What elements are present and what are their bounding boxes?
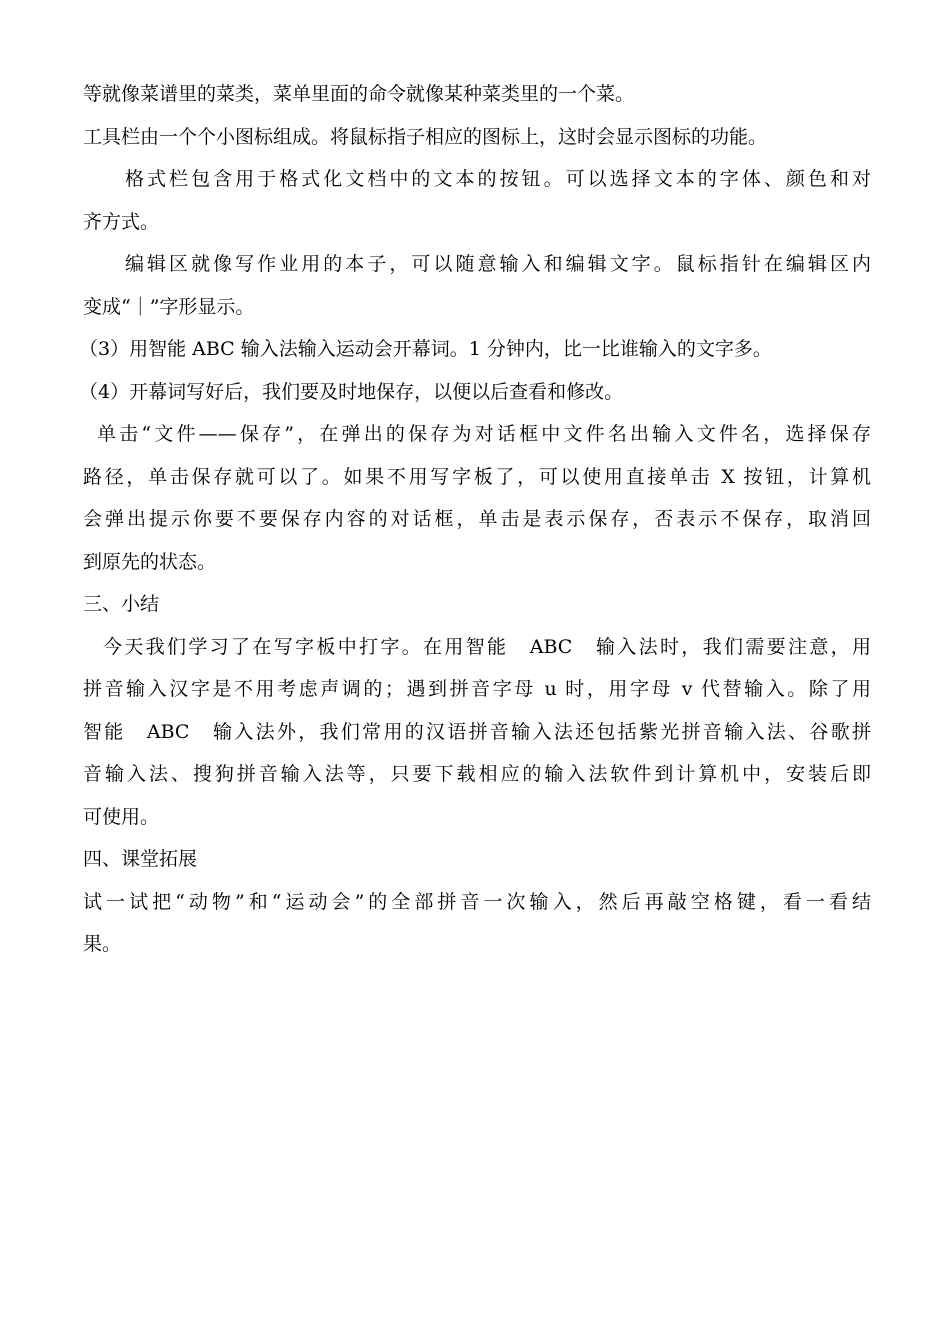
text-line: 格式栏包含用于格式化文档中的文本的按钮。可以选择文本的字体、颜色和对: [125, 168, 871, 190]
text-line: 可使用。: [83, 805, 160, 828]
section-heading: 四、课堂拓展: [83, 848, 198, 870]
text-line: 单击“文件——保存”，在弹出的保存为对话框中文件名出输入文件名，选择保存: [97, 423, 871, 445]
text-line: 编辑区就像写作业用的本子，可以随意输入和编辑文字。鼠标指针在编辑区内: [125, 253, 871, 275]
text-line: 会弹出提示你要不要保存内容的对话框，单击是表示保存，否表示不保存，取消回: [83, 508, 871, 530]
section-heading: 三、小结: [83, 593, 160, 615]
text-line: 试一试把“动物”和“运动会”的全部拼音一次输入，然后再敲空格键，看一看结: [83, 890, 871, 913]
text-line: 果。: [83, 933, 122, 955]
document-body: [79, 73, 871, 966]
text-line: 今天我们学习了在写字板中打字。在用智能 ABC 输入法时，我们需要注意，用: [103, 635, 871, 658]
text-line: 智能 ABC 输入法外，我们常用的汉语拼音输入法还包括紫光拼音输入法、谷歌拼: [83, 720, 871, 743]
text-line: 齐方式。: [83, 210, 160, 233]
text-line: 工具栏由一个个小图标组成。将鼠标指子相应的图标上，这时会显示图标的功能。: [83, 125, 768, 148]
text-line: 等就像菜谱里的菜类，菜单里面的命令就像某种菜类里的一个菜。: [83, 83, 635, 105]
text-line: （4）开幕词写好后，我们要及时地保存，以便以后查看和修改。: [79, 380, 624, 403]
text-line: 到原先的状态。: [83, 550, 217, 573]
text-line: （3）用智能 ABC 输入法输入运动会开幕词。1 分钟内，比一比谁输入的文字多。: [79, 338, 772, 360]
text-line: 路径，单击保存就可以了。如果不用写字板了，可以使用直接单击 X 按钮，计算机: [83, 465, 871, 488]
text-line: 拼音输入汉字是不用考虑声调的；遇到拼音字母 u 时，用字母 v 代替输入。除了用: [83, 678, 871, 700]
text-line: 音输入法、搜狗拼音输入法等，只要下载相应的输入法软件到计算机中，安装后即: [83, 763, 871, 785]
text-line: 变成“｜”字形显示。: [83, 295, 255, 318]
